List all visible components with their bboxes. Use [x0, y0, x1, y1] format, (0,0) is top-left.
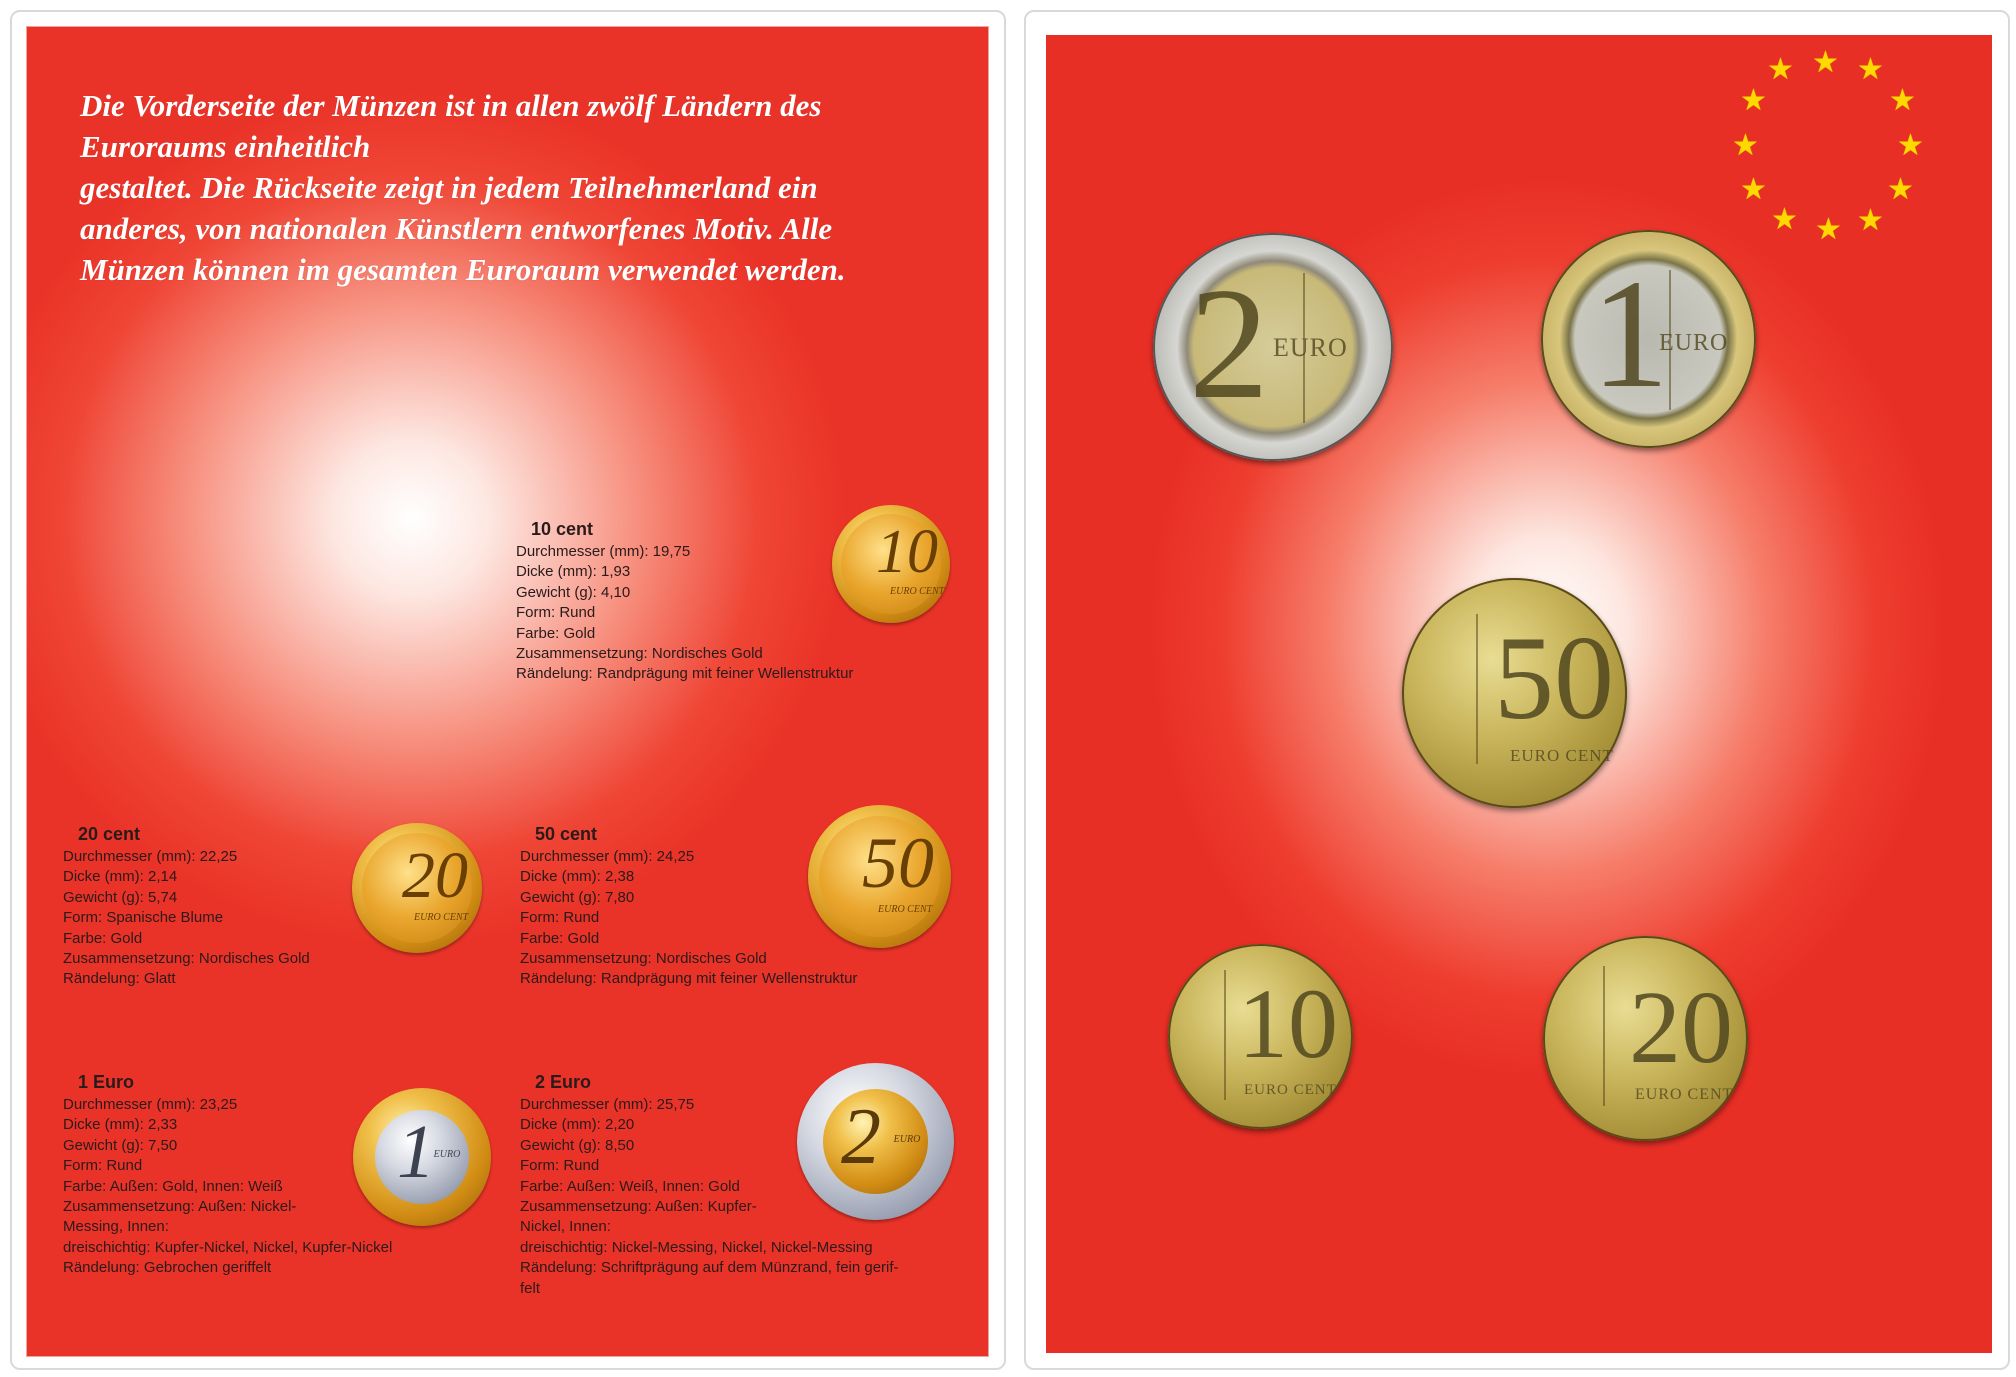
coin-unit: EURO CENT: [1244, 1082, 1337, 1098]
coin-unit: EURO: [1273, 333, 1348, 362]
coin-unit: EURO CENT: [414, 912, 469, 923]
spec-line: Dicke (mm): 2,33: [63, 1116, 178, 1134]
coin-value: 50: [862, 823, 934, 903]
coin-value: 20: [1629, 970, 1733, 1085]
star-icon: ★: [1857, 204, 1884, 237]
spec-line: dreischichtig: Nickel-Messing, Nickel, Nickel-Messing: [520, 1238, 873, 1256]
spec-line: Durchmesser (mm): 19,75: [516, 543, 691, 560]
spec-10-cent: [516, 518, 853, 685]
coin-10-cent-illustration: [832, 505, 950, 623]
coin-value: 1: [1591, 247, 1669, 420]
coin-unit: EURO CENT: [1635, 1086, 1734, 1103]
coin-50-cent: [1402, 578, 1627, 808]
spec-line: Zusammensetzung: Nordisches Gold: [516, 645, 763, 663]
spec-line: Farbe: Gold: [520, 929, 600, 947]
intro-line: anderes, von nationalen Künstlern entworfenes Motiv. Alle: [80, 211, 833, 246]
spec-line: Durchmesser (mm): 25,75: [520, 1096, 695, 1113]
intro-text: [80, 85, 960, 290]
spec-title: 2 Euro: [535, 1072, 592, 1092]
star-icon: ★: [1732, 129, 1759, 162]
spec-line: Gewicht (g): 5,74: [63, 888, 178, 906]
coin-50-cent-illustration: [808, 805, 951, 948]
spec-line: Farbe: Außen: Weiß, Innen: Gold: [520, 1177, 740, 1195]
spec-line: Zusammensetzung: Nordisches Gold: [63, 950, 310, 968]
intro-line: Euroraums einheitlich: [80, 129, 371, 164]
spec-line: Zusammensetzung: Außen: Kupfer-: [520, 1198, 757, 1216]
star-icon: ★: [1740, 173, 1767, 206]
spec-line: Form: Rund: [516, 604, 596, 622]
spec-line: Rändelung: Glatt: [63, 970, 176, 988]
star-icon: ★: [1740, 84, 1767, 117]
coin-unit: EURO CENT: [1510, 746, 1614, 765]
spec-line: Dicke (mm): 1,93: [516, 563, 631, 581]
spec-line: Form: Rund: [520, 1157, 600, 1175]
spec-50-cent: [520, 823, 857, 990]
spec-line: Zusammensetzung: Außen: Nickel-: [63, 1198, 297, 1216]
spec-line: Durchmesser (mm): 23,25: [63, 1096, 238, 1113]
coin-value: 2: [1189, 254, 1269, 432]
coin-1-euro: [1541, 230, 1756, 448]
spec-line: Rändelung: Randprägung mit feiner Wellenstruktur: [520, 970, 858, 988]
spec-line: Gewicht (g): 7,50: [63, 1136, 178, 1154]
spec-line: felt: [520, 1279, 541, 1297]
spec-title: 1 Euro: [78, 1072, 135, 1092]
coin-1-euro-illustration: [353, 1088, 491, 1226]
spec-line: Durchmesser (mm): 24,25: [520, 848, 695, 865]
coin-unit: EURO: [1659, 330, 1729, 356]
spec-line: Gewicht (g): 8,50: [520, 1136, 635, 1154]
coin-unit: EURO CENT: [878, 904, 933, 915]
spec-line: Form: Rund: [63, 1157, 143, 1175]
coin-value: 50: [1494, 611, 1614, 744]
spec-line: Form: Rund: [520, 909, 600, 927]
coin-value: 2: [841, 1093, 881, 1181]
star-icon: ★: [1897, 129, 1924, 162]
spec-line: dreischichtig: Kupfer-Nickel, Nickel, Kupfer-Nickel: [63, 1238, 393, 1256]
spec-title: 20 cent: [78, 824, 141, 844]
coin-value: 1: [397, 1110, 435, 1194]
spec-line: Rändelung: Schriftprägung auf dem Münzrand, fein gerif-: [520, 1259, 899, 1277]
coin-value: 10: [876, 518, 938, 586]
spec-line: Farbe: Außen: Gold, Innen: Weiß: [63, 1177, 283, 1195]
star-icon: ★: [1812, 46, 1839, 79]
spec-line: Gewicht (g): 4,10: [516, 583, 631, 601]
intro-line: Münzen können im gesamten Euroraum verwendet werden.: [80, 252, 846, 287]
spec-line: Farbe: Gold: [516, 624, 596, 642]
spec-line: Nickel, Innen:: [520, 1218, 611, 1236]
coin-2-euro-illustration: [797, 1063, 954, 1220]
intro-line: gestaltet. Die Rückseite zeigt in jedem Teilnehmerland ein: [80, 170, 818, 205]
coin-20-cent: [1543, 936, 1748, 1141]
coin-unit: EURO: [893, 1134, 921, 1145]
coin-value: 10: [1238, 968, 1338, 1079]
coin-2-euro: [1153, 233, 1393, 461]
spec-line: Rändelung: Gebrochen geriffelt: [63, 1259, 272, 1277]
coin-10-cent: [1168, 944, 1353, 1129]
star-icon: ★: [1889, 84, 1916, 117]
spec-title: 50 cent: [535, 824, 598, 844]
coin-unit: EURO CENT: [890, 586, 945, 597]
spec-line: Dicke (mm): 2,14: [63, 868, 178, 886]
spec-line: Durchmesser (mm): 22,25: [63, 848, 238, 865]
spec-line: Farbe: Gold: [63, 929, 143, 947]
star-icon: ★: [1767, 53, 1794, 86]
spec-1-euro: [63, 1071, 392, 1279]
spec-title: 10 cent: [531, 519, 594, 539]
spec-line: Dicke (mm): 2,20: [520, 1116, 635, 1134]
star-icon: ★: [1771, 203, 1798, 236]
spec-20-cent: [63, 823, 310, 990]
coin-20-cent-illustration: [352, 823, 482, 953]
intro-line: Die Vorderseite der Münzen ist in allen zwölf Ländern des: [80, 88, 822, 123]
star-icon: ★: [1815, 213, 1842, 246]
star-icon: ★: [1887, 173, 1914, 206]
spec-line: Form: Spanische Blume: [63, 909, 224, 927]
spec-line: Dicke (mm): 2,38: [520, 868, 635, 886]
spec-line: Messing, Innen:: [63, 1218, 169, 1236]
coin-unit: EURO: [433, 1149, 461, 1160]
spec-line: Gewicht (g): 7,80: [520, 888, 635, 906]
spec-line: Rändelung: Randprägung mit feiner Wellenstruktur: [516, 665, 854, 683]
spec-line: Zusammensetzung: Nordisches Gold: [520, 950, 767, 968]
star-icon: ★: [1857, 53, 1884, 86]
coin-value: 20: [402, 839, 468, 912]
